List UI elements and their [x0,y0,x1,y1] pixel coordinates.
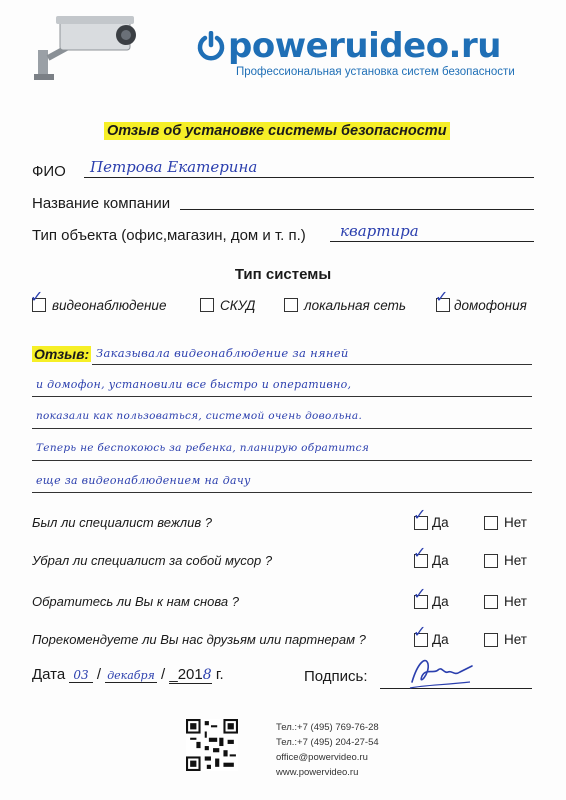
no-label: Нет [504,553,527,568]
phone-1: Тел.:+7 (495) 769-76-28 [276,722,379,733]
review-underline [32,492,532,493]
q1-no-checkbox[interactable] [484,516,498,530]
date-suffix: г. [215,666,224,683]
yes-label: Да [432,515,449,530]
question-text: Убрал ли специалист за собой мусор ? [32,553,273,568]
checkmark-icon: ✓ [413,505,427,524]
option-video-label: видеонаблюдение [52,298,167,313]
object-type-label: Тип объекта (офис,магазин, дом и т. п.) [32,227,306,244]
contact-block [276,720,379,780]
checkmark-icon: ✓ [435,287,449,306]
review-text-line: показали как пользоваться, системой очень довольна. [36,410,363,422]
review-underline [92,364,532,365]
date-label: Дата [32,666,66,683]
security-camera-icon [30,10,140,85]
object-type-field[interactable] [32,224,534,244]
fio-field[interactable] [32,160,534,180]
fio-value: Петрова Екатерина [90,158,258,176]
yes-label: Да [432,632,449,647]
fio-label: ФИО [32,163,66,180]
brand-logo [196,26,501,66]
phone-2: Тел.:+7 (495) 204-27-54 [276,737,379,748]
checkmark-icon: ✓ [413,543,427,562]
no-label: Нет [504,515,527,530]
handwritten-signature [404,652,474,692]
object-type-value: квартира [340,222,419,240]
system-type-title: Тип системы [234,266,332,283]
checkmark-icon: ✓ [413,622,427,641]
date-day: 03 [69,668,92,683]
date-row[interactable]: Дата 03 / декабря / _2018 г. [32,666,224,683]
signature-label: Подпись: [304,668,368,685]
yes-label: Да [432,553,449,568]
review-underline [32,396,532,397]
object-type-underline [330,241,534,242]
tagline: Профессиональная установка систем безопасности [236,66,515,78]
date-year-prefix: 201 [177,666,203,683]
option-lan-label: локальная сеть [304,298,406,313]
date-separator: / [161,666,166,683]
company-field[interactable] [32,192,534,212]
question-text: Обратитесь ли Вы к нам снова ? [32,594,239,609]
checkmark-icon: ✓ [30,287,44,306]
q3-no-checkbox[interactable] [484,595,498,609]
no-label: Нет [504,632,527,647]
option-lan-checkbox[interactable] [284,298,298,312]
review-text-line: еще за видеонаблюдением на дачу [36,474,251,487]
no-label: Нет [504,594,527,609]
review-text-line: Теперь не беспокоюсь за ребенка, планирую обратится [36,442,370,454]
q4-no-checkbox[interactable] [484,633,498,647]
question-text: Был ли специалист вежлив ? [32,515,212,530]
review-text-line: и домофон, установили все быстро и оперативно, [36,378,352,391]
review-underline [32,428,532,429]
email-link[interactable]: office@powervideo.ru [276,752,368,763]
review-text-line: Заказывала видеонаблюдение за няней [96,346,349,360]
review-label: Отзыв: [34,346,90,362]
logo-text: poweruideo.ru [228,26,501,66]
date-month: декабря [107,669,155,682]
company-label: Название компании [32,195,171,212]
power-icon [196,31,226,61]
company-underline [180,209,534,210]
option-skud-label: СКУД [220,298,256,313]
form-title: Отзыв об установке системы безопасности [104,122,450,140]
date-separator: / [96,666,102,683]
option-skud-checkbox[interactable] [200,298,214,312]
site-link[interactable]: www.powervideo.ru [276,767,359,778]
q2-no-checkbox[interactable] [484,554,498,568]
checkmark-icon: ✓ [413,584,427,603]
fio-underline [84,177,534,178]
option-intercom-label: домофония [454,298,527,313]
date-year-digit: 8 [202,667,212,683]
question-text: Порекомендуете ли Вы нас друзьям или партнерам ? [32,632,366,647]
review-underline [32,460,532,461]
qr-code-icon [186,719,238,771]
yes-label: Да [432,594,449,609]
